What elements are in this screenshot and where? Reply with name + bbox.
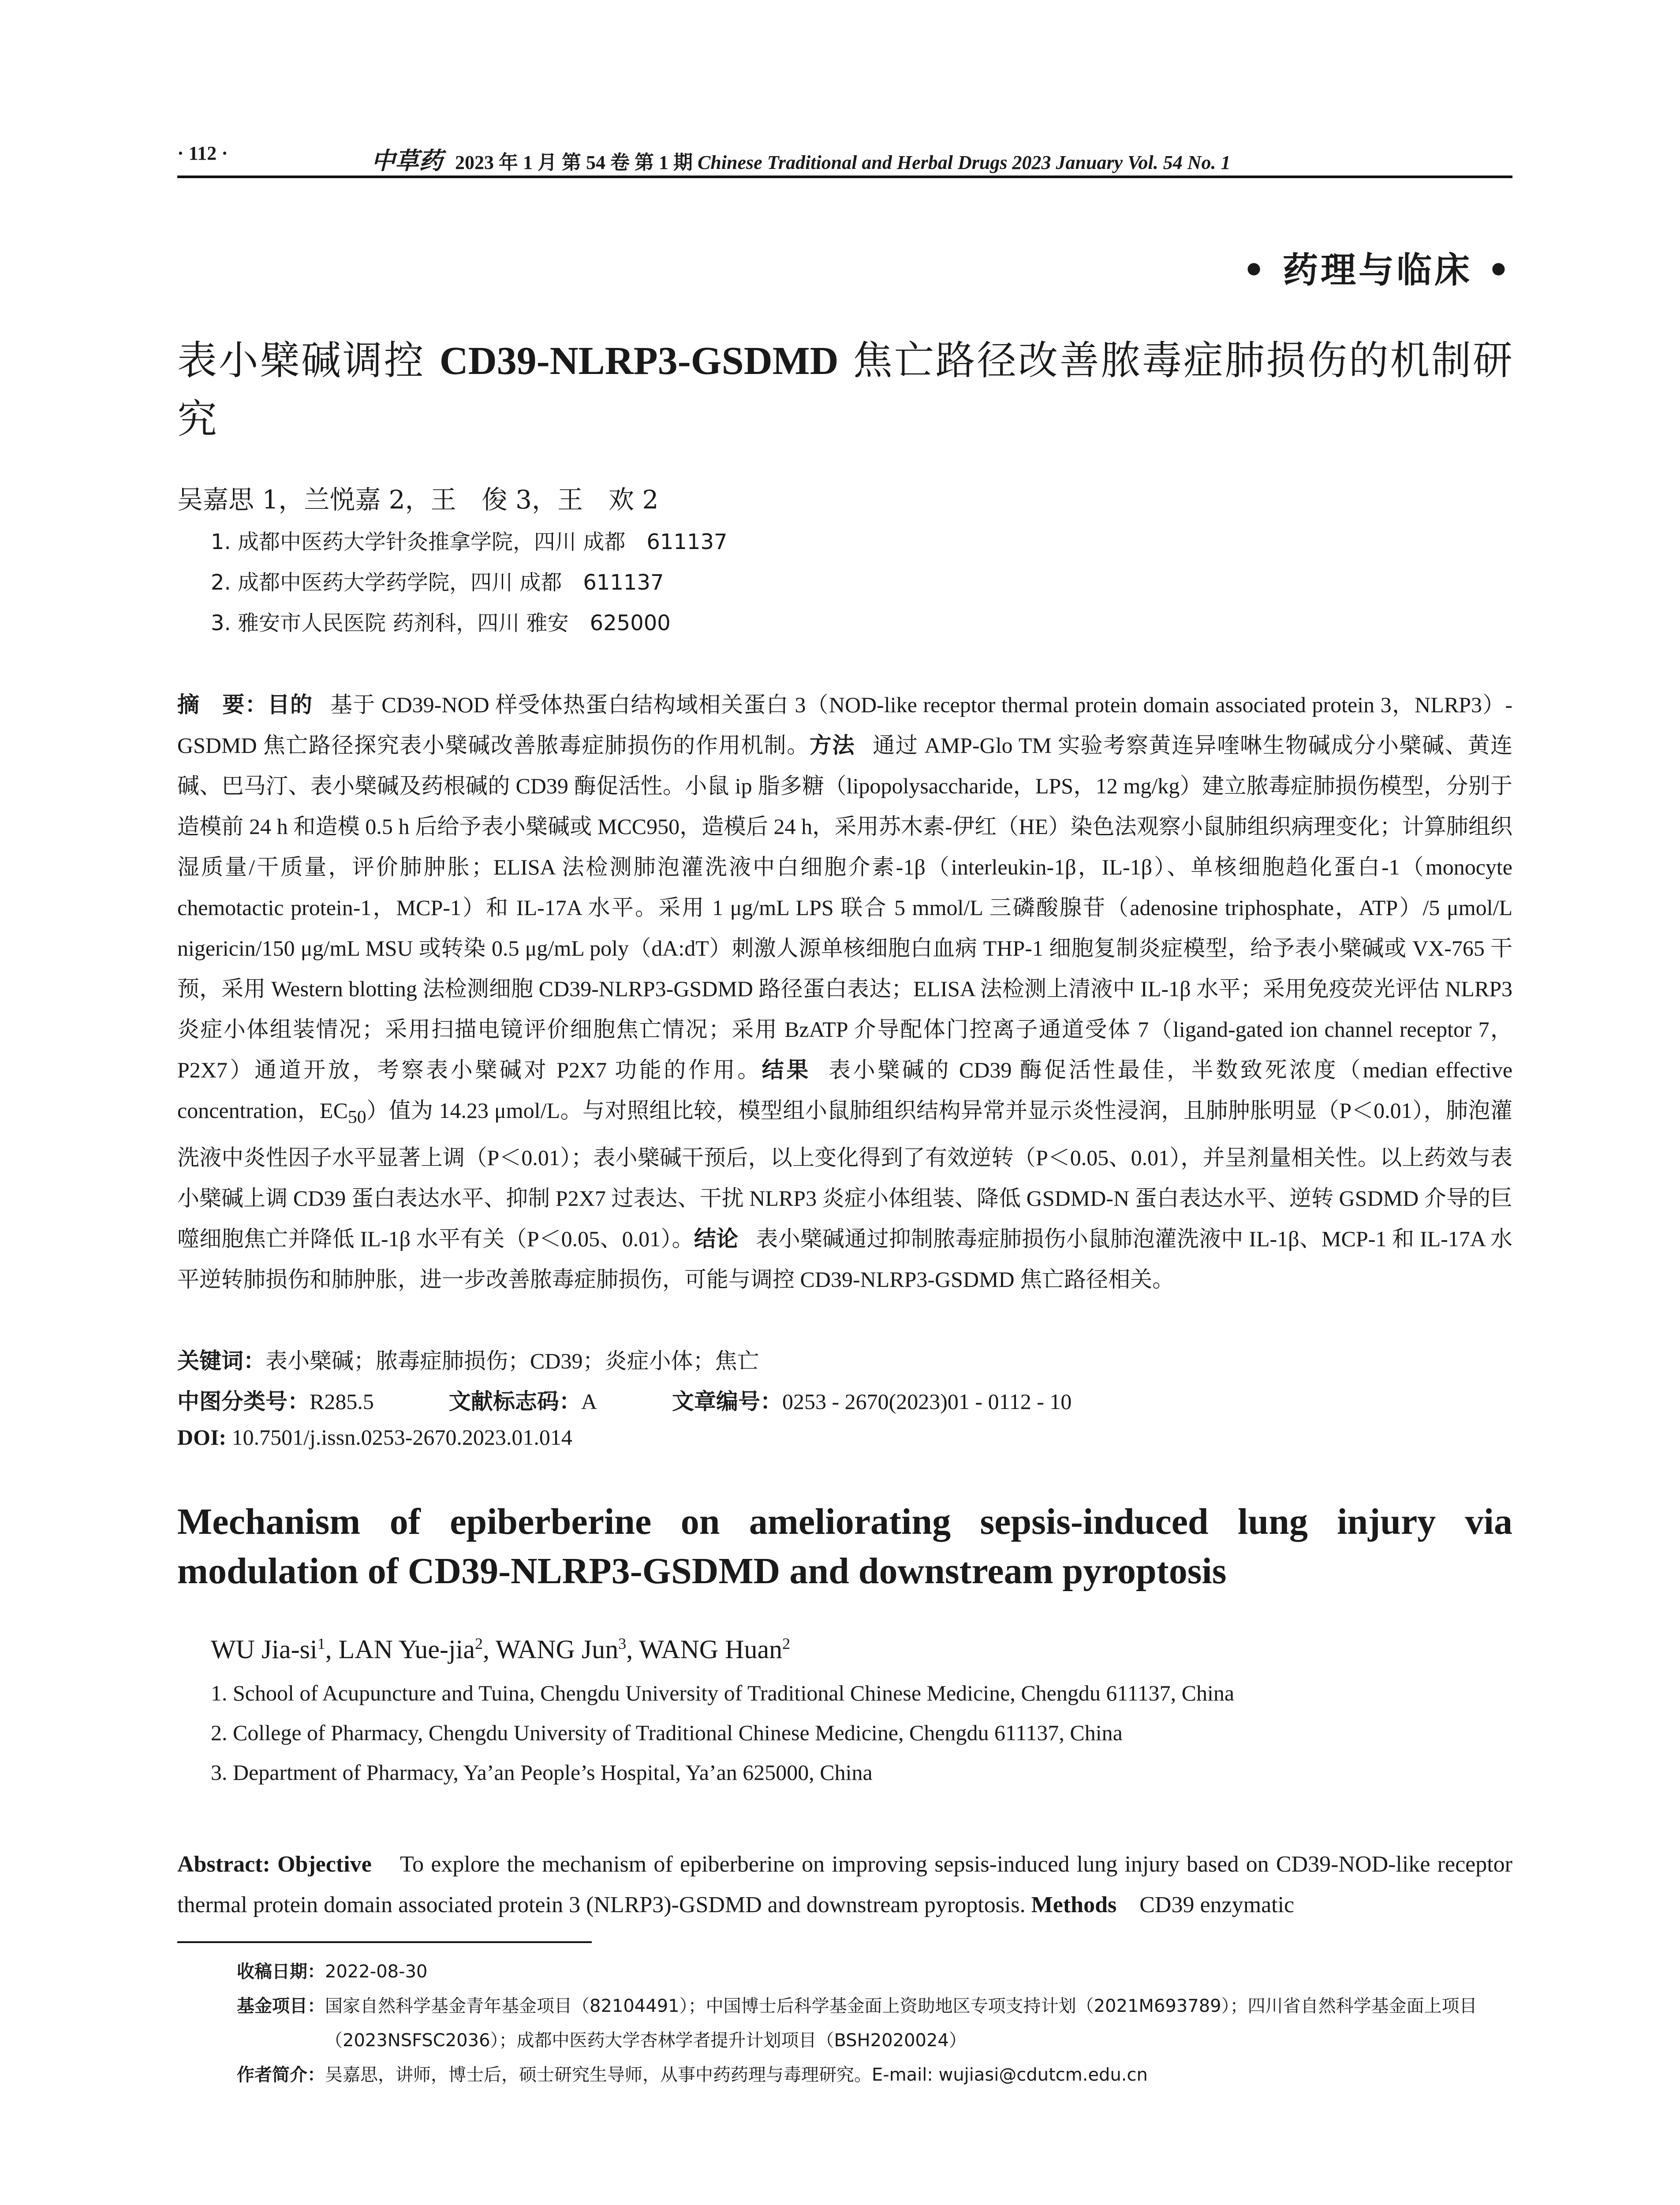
cn-objective-label: 目的 (267, 692, 313, 718)
doi-link[interactable]: 10.7501/j.issn.0253-2670.2023.01.014 (226, 1425, 572, 1450)
cn-results-sub: 50 (347, 1107, 366, 1127)
cn-results-label: 结果 (762, 1057, 811, 1083)
en-abstract-label: Abstract: Objective (177, 1852, 372, 1877)
page-number: · 112 · (177, 142, 228, 164)
cn-conclusion: 表小檗碱通过抑制脓毒症肺损伤小鼠肺泡灌洗液中 IL-1β、MCP-1 和 IL-17A 水平逆转肺损伤和肺肿胀，进一步改善脓毒症肺损伤，可能与调控 CD39-NLRP3-GSDMD 焦亡路径相关。 (177, 1226, 1512, 1292)
cn-objective: 基于 CD39-NOD 样受体热蛋白结构域相关蛋白 3（NOD-like receptor thermal protein domain associated protein 3，NLRP3）-GSDMD 焦亡路径探究表小檗碱改善脓毒症肺损伤的作用机制。 (177, 692, 1513, 758)
en-author-aff: 2 (782, 1635, 791, 1652)
cn-classification (177, 1384, 1071, 1416)
journal-logo: 中草药 (371, 146, 443, 175)
cn-abstract (177, 684, 1512, 1300)
cn-methods-label: 方法 (809, 733, 855, 758)
cn-conclusion-label: 结论 (694, 1226, 739, 1252)
doc-code-value: A (581, 1389, 597, 1414)
header-rule (177, 176, 1512, 178)
keywords-value: 表小檗碱；脓毒症肺损伤；CD39；炎症小体；焦亡 (265, 1349, 759, 1373)
en-author-name: WU Jia-si (211, 1635, 317, 1664)
author-bio-label: 作者简介： (237, 2065, 325, 2085)
cn-affiliation-2: 2. 成都中医药大学药学院，四川 成都 611137 (211, 570, 664, 595)
article-number-value: 0253 - 2670(2023)01 - 0112 - 10 (782, 1389, 1072, 1414)
en-affiliation-2: 2. College of Pharmacy, Chengdu University of Traditional Chinese Medicine, Chengdu 611137, China (211, 1720, 1123, 1745)
doi (177, 1424, 572, 1450)
en-authors: WU Jia-$si^1$, LAN Yue-jia$^2$, WANG Jun$^3$, WANG Huan$^2$ (211, 1635, 791, 1664)
footnote-received (237, 1955, 427, 1989)
en-author-aff: 2 (474, 1635, 483, 1652)
footnote-funding (237, 1989, 1512, 2058)
doc-code-label: 文献标志码： (448, 1389, 581, 1414)
en-methods-label: Methods (1031, 1892, 1117, 1917)
en-objective: To explore the mechanism of epiberberine on improving sepsis-induced lung injury based on CD39-NOD-like receptor thermal protein domain associated protein 3 (NLRP3)-GSDMD and downstream pyroptosis. (177, 1852, 1512, 1917)
cn-title (177, 332, 1512, 448)
cn-affiliation-3: 3. 雅安市人民医院 药剂科，四川 雅安 625000 (211, 611, 671, 635)
cn-authors: 吴嘉思 1，兰悦嘉 2，王 俊 3，王 欢 2 (177, 485, 659, 515)
footnote-author (237, 2058, 1512, 2092)
cn-results-2: ）值为 14.23 μmol/L。与对照组比较，模型组小鼠肺组织结构异常并显示炎性浸润，且肺肿胀明显（P＜0.01），肺泡灌洗液中炎性因子水平显著上调（P＜0.01）；表小檗碱干预后，以上变化得到了有效逆转（P＜0.05、0.01），并呈剂量相关性。以上药效与表小檗碱上调 CD39 蛋白表达水平、抑制 P2X7 过表达、干扰 NLRP3 炎症小体组装、降低 GSDMD-N 蛋白表达水平、逆转 GSDMD 介导的巨噬细胞焦亡并降低 IL-1β 水平有关（P＜0.05、0.01）。 (177, 1098, 1512, 1251)
journal-line (371, 142, 1231, 176)
running-header (177, 142, 1512, 175)
en-author-aff: 3 (618, 1635, 627, 1652)
article-number-label: 文章编号： (672, 1389, 782, 1414)
funding-label: 基金项目： (237, 1996, 325, 2016)
issue-cn: 2023 年 1 月 第 54 卷 第 1 期 (455, 152, 693, 173)
cn-title-post: 焦亡路径改善脓毒症肺损伤的机制研究 (177, 337, 1513, 442)
cn-methods: 通过 AMP-Glo TM 实验考察黄连异喹啉生物碱成分小檗碱、黄连碱、巴马汀、表小檗碱及药根碱的 CD39 酶促活性。小鼠 ip 脂多糖（lipopolysaccharide，LPS，12 mg/kg）建立脓毒症肺损伤模型，分别于造模前 24 h 和造模 0.5 h 后给予表小檗碱或 MCC950，造模后 24 h，采用苏木素-伊红（HE）染色法观察小鼠肺组织病理变化；计算肺组织湿质量/干质量，评价肺肿胀；ELISA 法检测肺泡灌洗液中白细胞介素-1β（interleukin-1β，IL-1β）、单核细胞趋化蛋白-1（monocyte chemotactic protein-1，MCP-1）和 IL-17A 水平。采用 1 μg/mL LPS 联合 5 mmol/L 三磷酸腺苷（adenosine triphosphate，ATP）/5 μmol/L nigericin/150 μg/mL MSU 或转染 0.5 μg/mL poly（dA:dT）刺激人源单核细胞白血病 THP-1 细胞复制炎症模型，给予表小檗碱或 VX-765 干预，采用 Western blotting 法检测细胞 CD39-NLRP3-GSDMD 路径蛋白表达；ELISA 法检测上清液中 IL-1β 水平；采用免疫荧光评估 NLRP3 炎症小体组装情况；采用扫描电镜评价细胞焦亡情况；采用 BzATP 介导配体门控离子通道受体 7（ligand-gated ion channel receptor 7，P2X7）通道开放，考察表小檗碱对 P2X7 功能的作用。 (177, 733, 1513, 1082)
class-value: R285.5 (310, 1389, 374, 1414)
en-author-name: LAN Yue-jia (338, 1635, 475, 1664)
cn-title-pre: 表小檗碱调控 (177, 337, 440, 384)
section-tag: • 药理与临床 • (1243, 249, 1512, 291)
en-abstract (177, 1844, 1512, 1925)
en-title: Mechanism of epiberberine on ameliorating sepsis-induced lung injury via modulation of CD39-NLRP3-GSDMD and downstream pyroptosis (177, 1501, 1512, 1592)
doi-label: DOI: (177, 1425, 227, 1450)
en-affiliation-3: 3. Department of Pharmacy, Ya’an People’s Hospital, Ya’an 625000, China (211, 1760, 873, 1785)
en-author-name: WANG Jun (495, 1635, 619, 1664)
footnote-rule (177, 1941, 592, 1943)
cn-abstract-label: 摘 要： (177, 692, 268, 718)
keywords-label: 关键词： (177, 1348, 265, 1374)
cn-results-1: 表小檗碱的 CD39 酶促活性最佳，半数致死浓度（median effective concentration，EC (177, 1058, 1513, 1123)
cn-keywords (177, 1343, 759, 1375)
received-label: 收稿日期： (237, 1962, 325, 1982)
cn-title-term: CD39-NLRP3-GSDMD (439, 339, 839, 383)
cn-affiliation-1: 1. 成都中医药大学针灸推拿学院，四川 成都 611137 (211, 530, 728, 554)
en-affiliation-1: 1. School of Acupuncture and Tuina, Chengdu University of Traditional Chinese Medicine, Chengdu 611137, China (211, 1681, 1235, 1705)
issue-en: Chinese Traditional and Herbal Drugs 2023 January Vol. 54 No. 1 (698, 152, 1231, 173)
funding-text: 国家自然科学基金青年基金项目（82104491）；中国博士后科学基金面上资助地区专项支持计划（2021M693789）；四川省自然科学基金面上项目（2023NSFSC2036）；成都中医药大学杏林学者提升计划项目（BSH2020024） (325, 1996, 1477, 2051)
author-bio-text: 吴嘉思，讲师，博士后，硕士研究生导师，从事中药药理与毒理研究。E-mail: wujiasi@cdutcm.edu.cn (325, 2065, 1148, 2085)
en-author-name: WANG Huan (639, 1635, 783, 1664)
class-label: 中图分类号： (177, 1389, 310, 1414)
received-date: 2022-08-30 (325, 1962, 428, 1982)
en-author-aff: 1 (317, 1635, 325, 1652)
en-methods: CD39 enzymatic (1139, 1892, 1295, 1917)
